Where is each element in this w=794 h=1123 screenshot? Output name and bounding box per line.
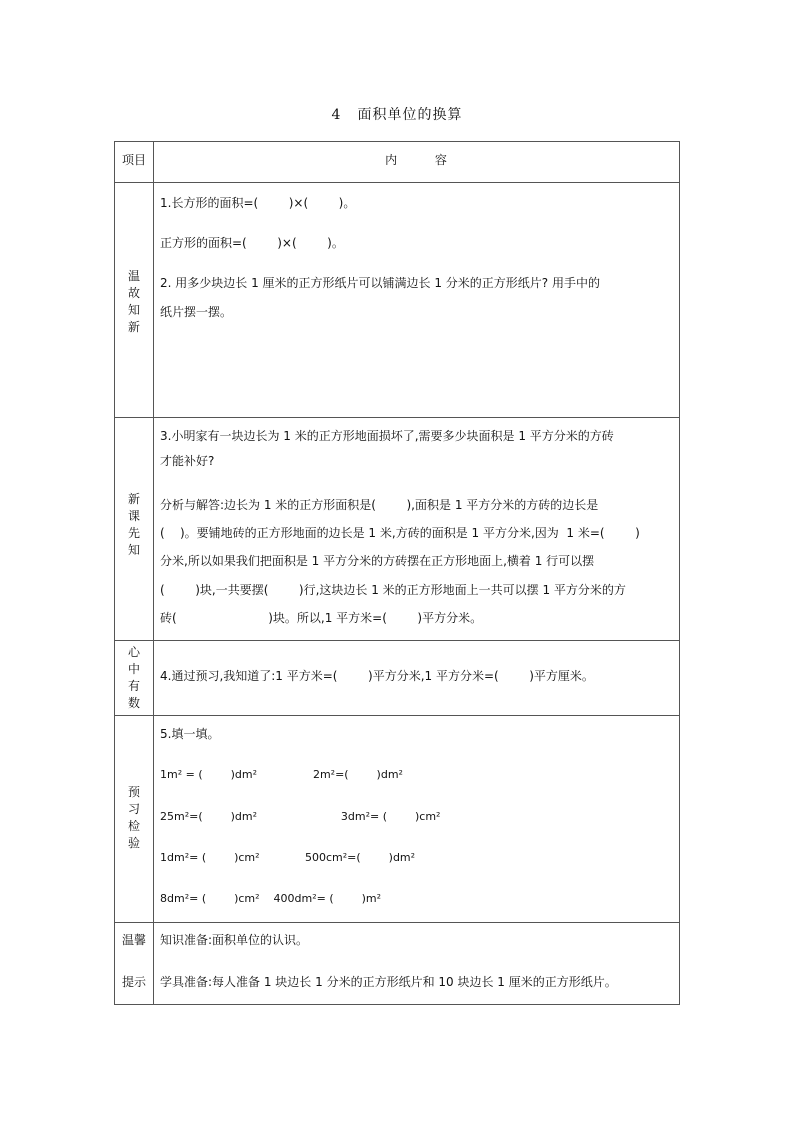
conversion-row: 8dm²= ( )cm² 400dm²= ( )m² (160, 892, 382, 905)
analysis-line: 分米,所以如果我们把面积是 1 平方分米的方砖摆在正方形地面上,横着 1 行可以摆 (160, 554, 595, 568)
header-content: 内 容 (385, 153, 447, 167)
conversion-row: 1m² = ( )dm² 2m²=( )dm² (160, 768, 403, 781)
label-char: 先 (127, 526, 140, 540)
label-char: 温 (127, 269, 140, 283)
section-label-review (115, 268, 153, 336)
conversion-row: 25m²=( )dm² 3dm²= ( )cm² (160, 810, 441, 823)
tip-line: 知识准备:面积单位的认识。 (160, 933, 309, 947)
worksheet-table (114, 141, 680, 1005)
question-2-line: 2. 用多少块边长 1 厘米的正方形纸片可以铺满边长 1 分米的正方形纸片? 用手中的 (160, 276, 600, 290)
question-3-line: 才能补好? (160, 454, 215, 468)
question-1-line: 1.长方形的面积=( )×( )。 (160, 196, 356, 210)
label-char: 故 (127, 286, 140, 300)
analysis-line: ( )块,一共要摆( )行,这块边长 1 米的正方形地面上一共可以摆 1 平方分米的方 (160, 583, 626, 597)
row-divider (115, 922, 679, 923)
section-label-tips-1: 温馨 (121, 933, 146, 947)
label-char: 新 (127, 320, 140, 334)
question-3-line: 3.小明家有一块边长为 1 米的正方形地面损坏了,需要多少块面积是 1 平方分米的方砖 (160, 429, 614, 443)
label-char: 知 (127, 543, 140, 557)
label-char: 预 (127, 785, 140, 799)
analysis-line: 分析与解答:边长为 1 米的正方形面积是( ),面积是 1 平方分米的方砖的边长是 (160, 498, 599, 512)
question-2-line: 纸片摆一摆。 (160, 305, 233, 319)
section-label-tips-2: 提示 (121, 975, 146, 989)
row-divider (115, 715, 679, 716)
column-divider (153, 142, 154, 1004)
label-char: 检 (127, 819, 140, 833)
header-item: 项目 (121, 153, 146, 167)
section-label-new-lesson (115, 491, 153, 559)
label-char: 新 (127, 492, 140, 506)
label-char: 习 (127, 802, 140, 816)
question-4-line: 4.通过预习,我知道了:1 平方米=( )平方分米,1 平方分米=( )平方厘米。 (160, 669, 594, 683)
analysis-line: 砖( )块。所以,1 平方米=( )平方分米。 (160, 611, 483, 625)
section-label-preview-check (115, 784, 153, 852)
label-char: 验 (127, 836, 140, 850)
row-divider (115, 417, 679, 418)
label-char: 知 (127, 303, 140, 317)
label-char: 中 (127, 662, 140, 676)
label-char: 课 (127, 509, 140, 523)
lesson-title: 面积单位的换算 (357, 107, 463, 123)
tip-line: 学具准备:每人准备 1 块边长 1 分米的正方形纸片和 10 块边长 1 厘米的正方形纸片。 (160, 975, 617, 989)
section-label-in-mind (115, 644, 153, 712)
row-divider (115, 640, 679, 641)
conversion-row: 1dm²= ( )cm² 500cm²=( )dm² (160, 851, 416, 864)
analysis-line: ( )。要铺地砖的正方形地面的边长是 1 米,方砖的面积是 1 平方分米,因为 1 米=( ) (160, 526, 640, 540)
label-char: 数 (127, 696, 140, 710)
row-divider (115, 182, 679, 183)
label-char: 有 (127, 679, 140, 693)
question-1-line: 正方形的面积=( )×( )。 (160, 236, 344, 250)
label-char: 心 (127, 645, 140, 659)
page-title (0, 104, 794, 124)
lesson-number: 4 (331, 107, 342, 123)
question-5-title: 5.填一填。 (160, 727, 220, 741)
